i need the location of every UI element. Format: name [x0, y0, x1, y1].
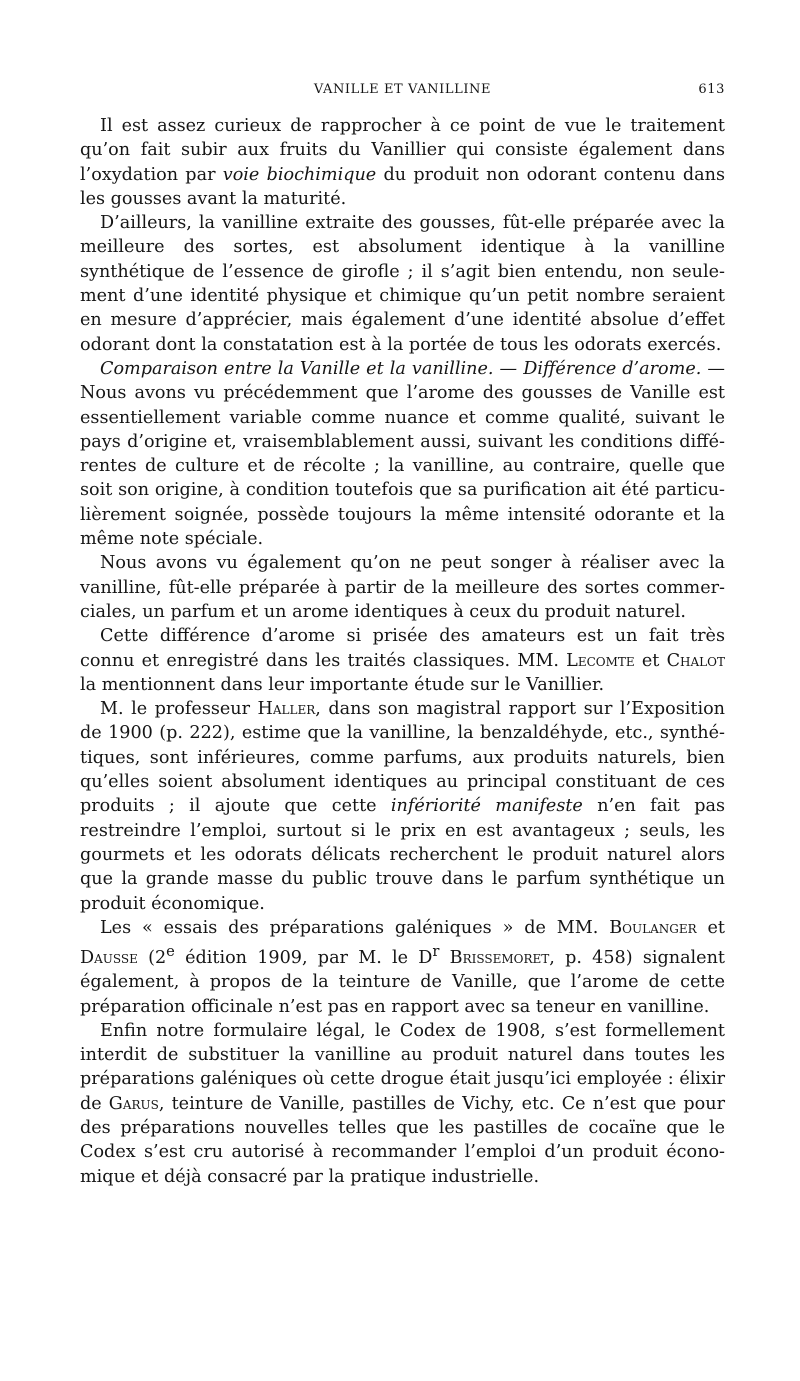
- text-run: , teinture de Vanille, pastilles de Vichy, etc. Ce n’est que pour des préparations nouvelles telles que les pastilles de cocaïne que le Codex s’est cru autorisé à recommander l’emploi d’un produit économique et déjà consacré par la pratique industrielle.: [80, 1093, 725, 1187]
- page-number: 613: [698, 82, 725, 97]
- text-run: Il est assez curieux de rapprocher à ce point de vue le traitement qu’on fait subir aux fruits du Vanillier qui consiste également dans l’oxydation par: [80, 116, 725, 185]
- paragraph: [80, 114, 725, 211]
- author-name: Dausse: [80, 947, 138, 968]
- text-run: , p. 458) signalent également, à propos de la teinture de Vanille, que l’arome de cette préparation officinale n’est pas en rapport avec sa teneur en vanilline.: [80, 947, 725, 1017]
- text-run: et: [634, 650, 667, 671]
- book-page: [80, 82, 725, 1189]
- author-name: Lecomte: [566, 650, 635, 671]
- author-name: Garus: [108, 1093, 159, 1114]
- running-head: [80, 82, 725, 104]
- author-name: Haller: [257, 699, 316, 720]
- italic-text: voie biochimique: [222, 164, 377, 185]
- text-run: n’en fait pas restreindre l’emploi, surtout si le prix en est avantageux ; seuls, les gourmets et les odorats délicats recherchent le produit naturel alors que la grande masse du public trouve dans le parfum synthétique un produit économique.: [80, 796, 725, 914]
- text-run: [439, 948, 449, 968]
- text-run: Nous avons vu également qu’on ne peut songer à réaliser avec la vanilline, fût-elle préparée à partir de la meilleure des sortes commerciales, un parfum et un arome identiques à ceux du produit naturel.: [80, 553, 725, 622]
- text-run: Les « essais des préparations galéniques » de MM.: [100, 917, 610, 938]
- text-run: édition 1909, par M. le D: [174, 947, 433, 968]
- text-run: , dans son magistral rapport sur l’Exposition de 1900 (p. 222), estime que la vanilline, la benzaldéhyde, etc., synthétiques, sont inférieures, comme parfums, aux produits naturels, bien qu’elles soient absolument identiques au principal constituant de ces produits ; il ajoute que cette: [80, 699, 725, 817]
- text-run: la mentionnent dans leur importante étude sur le Vanillier.: [80, 674, 605, 695]
- author-name: Chalot: [666, 650, 725, 671]
- running-title: VANILLE ET VANILLINE: [313, 82, 492, 97]
- author-name: Boulanger: [609, 917, 697, 938]
- paragraph: [80, 357, 725, 551]
- paragraph: [80, 1019, 725, 1189]
- text-run: Enfin notre formulaire légal, le Codex de 1908, s’est formellement interdit de substituer la vanilline au produit naturel dans toutes les préparations galéniques où cette drogue était jusqu’ici employée : élixir de: [80, 1020, 725, 1114]
- text-run: du produit non odorant contenu dans les gousses avant la maturité.: [80, 164, 725, 209]
- paragraph: [80, 211, 725, 357]
- paragraph: [80, 551, 725, 624]
- text-run: et: [696, 917, 725, 938]
- text-run: (2: [137, 947, 167, 968]
- text-run: Cette différence d’arome si prisée des amateurs est un fait très connu et enregistré dans les traités classiques. MM.: [80, 626, 725, 671]
- text-run: M. le professeur: [100, 699, 258, 720]
- text-run: — Nous avons vu précédemment que l’arome des gousses de Vanille est essentiellement variable comme nuance et comme qualité, suivant le pays d’origine et, vraisemblablement aussi, suivant les conditions différentes de culture et de récolte ; la vanilline, au contraire, quelle que soit son origine, à condition toutefois que sa purification ait été particulièrement soignée, possède toujours la même intensité odorante et la même note spéciale.: [80, 358, 725, 550]
- superscript: e: [166, 943, 175, 961]
- italic-text: infériorité manifeste: [390, 796, 583, 817]
- author-name: Brissemoret: [449, 947, 550, 968]
- body-text: [80, 114, 725, 1189]
- italic-text: Comparaison entre la Vanille et la vanilline. — Différence d’arome.: [100, 358, 702, 379]
- text-run: D’ailleurs, la vanilline extraite des gousses, fût-elle préparée avec la meilleure des sortes, est absolument identique à la vanilline synthétique de l’essence de girofle ; il s’agit bien entendu, non seulement d’une identité physique et chimique qu’un petit nombre seraient en mesure d’apprécier, mais également d’une identité absolue d’effet odorant dont la constatation est à la portée de tous les odorats exercés.: [80, 213, 725, 355]
- paragraph: [80, 916, 725, 1019]
- superscript: r: [432, 943, 440, 961]
- paragraph: [80, 697, 725, 916]
- paragraph: [80, 624, 725, 697]
